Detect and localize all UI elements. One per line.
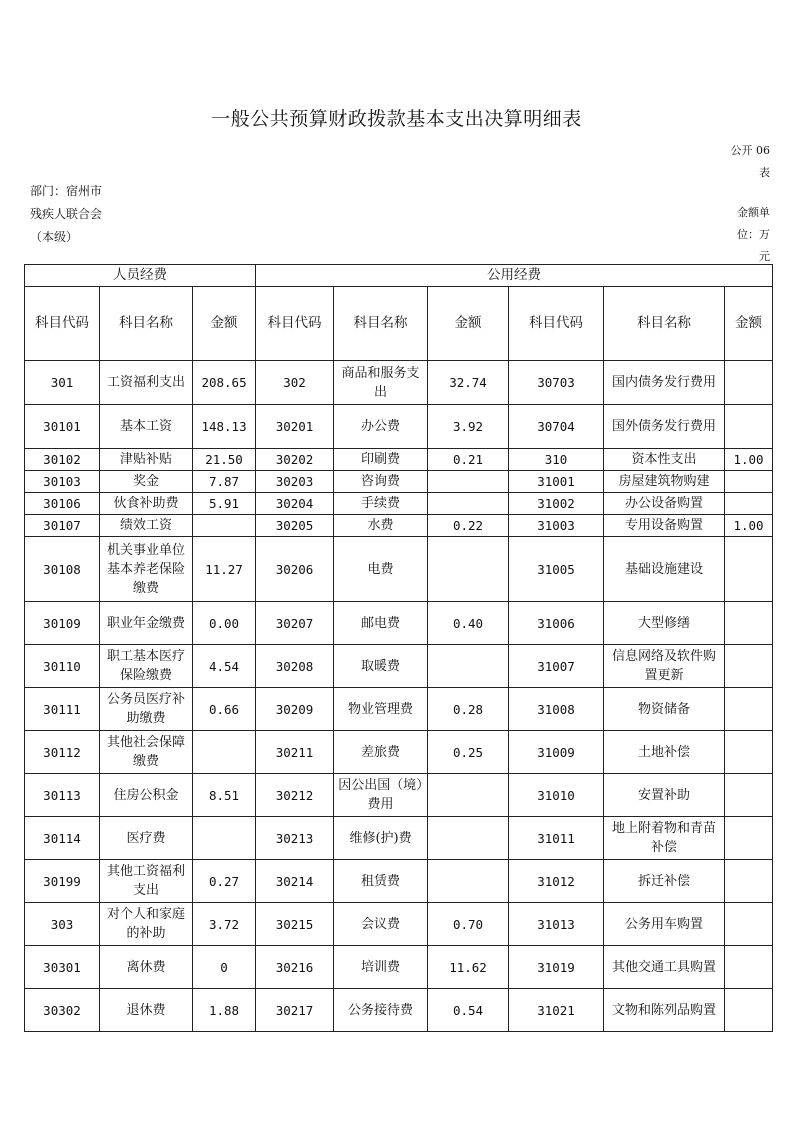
name-cell: 差旅费 (334, 731, 428, 774)
name-cell: 咨询费 (334, 471, 428, 493)
code-cell: 302 (256, 361, 334, 405)
amount-cell (725, 860, 773, 903)
name-cell: 离休费 (100, 946, 193, 989)
amount-cell: 1.88 (193, 989, 256, 1032)
table-row (25, 860, 773, 903)
name-cell: 基础设施建设 (604, 537, 725, 602)
amount-cell (725, 989, 773, 1032)
table-row (25, 989, 773, 1032)
amount-cell: 4.54 (193, 645, 256, 688)
table-row (25, 602, 773, 645)
name-cell: 工资福利支出 (100, 361, 193, 405)
amount-cell (193, 731, 256, 774)
amount-cell: 0.22 (428, 515, 509, 537)
code-cell: 30301 (25, 946, 100, 989)
code-header: 科目代码 (25, 287, 100, 361)
amount-cell: 1.00 (725, 449, 773, 471)
name-cell: 土地补偿 (604, 731, 725, 774)
name-cell: 办公设备购置 (604, 493, 725, 515)
table-row (25, 361, 773, 405)
code-cell: 30112 (25, 731, 100, 774)
name-cell: 基本工资 (100, 405, 193, 449)
code-cell: 30206 (256, 537, 334, 602)
amount-cell: 0 (193, 946, 256, 989)
code-cell: 30217 (256, 989, 334, 1032)
name-cell: 因公出国（境）费用 (334, 774, 428, 817)
amount-cell: 8.51 (193, 774, 256, 817)
name-cell: 对个人和家庭的补助 (100, 903, 193, 946)
code-header: 科目代码 (509, 287, 604, 361)
name-cell: 水费 (334, 515, 428, 537)
name-cell: 印刷费 (334, 449, 428, 471)
amount-cell: 5.91 (193, 493, 256, 515)
code-cell: 30204 (256, 493, 334, 515)
name-cell: 办公费 (334, 405, 428, 449)
name-cell: 奖金 (100, 471, 193, 493)
code-cell: 30114 (25, 817, 100, 860)
name-cell: 文物和陈列品购置 (604, 989, 725, 1032)
code-header: 科目代码 (256, 287, 334, 361)
name-cell: 其他工资福利支出 (100, 860, 193, 903)
group-header-row (25, 265, 773, 287)
code-cell: 30213 (256, 817, 334, 860)
amount-cell: 208.65 (193, 361, 256, 405)
amount-cell: 3.72 (193, 903, 256, 946)
table-row (25, 817, 773, 860)
name-cell: 职工基本医疗保险缴费 (100, 645, 193, 688)
code-cell: 30704 (509, 405, 604, 449)
amount-cell (725, 361, 773, 405)
code-cell: 31007 (509, 645, 604, 688)
amount-cell: 0.40 (428, 602, 509, 645)
table-row (25, 731, 773, 774)
name-cell: 拆迁补偿 (604, 860, 725, 903)
public-group-header: 公用经费 (256, 265, 773, 287)
table-row (25, 645, 773, 688)
name-cell: 手续费 (334, 493, 428, 515)
amount-cell: 0.70 (428, 903, 509, 946)
amount-cell (725, 602, 773, 645)
code-cell: 31005 (509, 537, 604, 602)
code-cell: 30205 (256, 515, 334, 537)
code-cell: 30203 (256, 471, 334, 493)
table-row (25, 493, 773, 515)
code-cell: 31009 (509, 731, 604, 774)
code-cell: 30111 (25, 688, 100, 731)
name-cell: 大型修缮 (604, 602, 725, 645)
name-cell: 专用设备购置 (604, 515, 725, 537)
amount-cell: 0.00 (193, 602, 256, 645)
amount-cell (725, 537, 773, 602)
name-header: 科目名称 (334, 287, 428, 361)
page-title: 一般公共预算财政拨款基本支出决算明细表 (211, 108, 582, 130)
table-row (25, 688, 773, 731)
code-cell: 30302 (25, 989, 100, 1032)
code-cell: 31021 (509, 989, 604, 1032)
code-cell: 30199 (25, 860, 100, 903)
amount-cell (725, 645, 773, 688)
name-cell: 职业年金缴费 (100, 602, 193, 645)
code-cell: 31001 (509, 471, 604, 493)
code-cell: 30215 (256, 903, 334, 946)
amount-cell (725, 946, 773, 989)
name-cell: 住房公积金 (100, 774, 193, 817)
code-cell: 30108 (25, 537, 100, 602)
code-cell: 30211 (256, 731, 334, 774)
name-cell: 租赁费 (334, 860, 428, 903)
amount-cell (725, 493, 773, 515)
amount-cell (725, 817, 773, 860)
amount-cell (725, 405, 773, 449)
name-cell: 维修(护)费 (334, 817, 428, 860)
amount-cell (725, 903, 773, 946)
expenditure-detail-table (24, 264, 773, 1032)
code-cell: 31013 (509, 903, 604, 946)
name-cell: 资本性支出 (604, 449, 725, 471)
name-cell: 邮电费 (334, 602, 428, 645)
amount-cell (428, 493, 509, 515)
amount-cell (428, 645, 509, 688)
code-cell: 30202 (256, 449, 334, 471)
amount-cell: 11.62 (428, 946, 509, 989)
name-cell: 房屋建筑物购建 (604, 471, 725, 493)
amount-cell: 7.87 (193, 471, 256, 493)
name-cell: 机关事业单位基本养老保险缴费 (100, 537, 193, 602)
amount-cell (428, 817, 509, 860)
code-cell: 30106 (25, 493, 100, 515)
table-row (25, 449, 773, 471)
amount-cell (725, 688, 773, 731)
name-cell: 培训费 (334, 946, 428, 989)
table-row (25, 903, 773, 946)
table-row (25, 537, 773, 602)
name-cell: 国内债务发行费用 (604, 361, 725, 405)
code-cell: 31008 (509, 688, 604, 731)
amount-header: 金额 (193, 287, 256, 361)
code-cell: 31002 (509, 493, 604, 515)
code-cell: 30214 (256, 860, 334, 903)
amount-header: 金额 (428, 287, 509, 361)
form-number: 公开 06 表 (730, 144, 770, 179)
amount-cell: 0.66 (193, 688, 256, 731)
name-cell: 公务接待费 (334, 989, 428, 1032)
amount-cell: 0.25 (428, 731, 509, 774)
amount-cell: 11.27 (193, 537, 256, 602)
name-cell: 地上附着物和青苗补偿 (604, 817, 725, 860)
code-cell: 31019 (509, 946, 604, 989)
code-cell: 30113 (25, 774, 100, 817)
name-header: 科目名称 (100, 287, 193, 361)
code-cell: 301 (25, 361, 100, 405)
amount-cell (725, 774, 773, 817)
name-cell: 取暖费 (334, 645, 428, 688)
name-cell: 电费 (334, 537, 428, 602)
code-cell: 303 (25, 903, 100, 946)
name-header: 科目名称 (604, 287, 725, 361)
amount-cell: 3.92 (428, 405, 509, 449)
amount-cell: 21.50 (193, 449, 256, 471)
code-cell: 30216 (256, 946, 334, 989)
name-cell: 津贴补贴 (100, 449, 193, 471)
name-cell: 会议费 (334, 903, 428, 946)
code-cell: 31003 (509, 515, 604, 537)
code-cell: 31011 (509, 817, 604, 860)
name-cell: 伙食补助费 (100, 493, 193, 515)
personnel-group-header: 人员经费 (25, 265, 256, 287)
amount-header: 金额 (725, 287, 773, 361)
code-cell: 30107 (25, 515, 100, 537)
name-cell: 物业管理费 (334, 688, 428, 731)
name-cell: 其他社会保障缴费 (100, 731, 193, 774)
amount-cell (428, 537, 509, 602)
code-cell: 31006 (509, 602, 604, 645)
code-cell: 30201 (256, 405, 334, 449)
amount-cell (193, 817, 256, 860)
code-cell: 30212 (256, 774, 334, 817)
amount-cell: 148.13 (193, 405, 256, 449)
code-cell: 30208 (256, 645, 334, 688)
name-cell: 物资储备 (604, 688, 725, 731)
unit-label: 金额单位：万元 (737, 206, 770, 263)
amount-cell (193, 515, 256, 537)
name-cell: 医疗费 (100, 817, 193, 860)
code-cell: 31012 (509, 860, 604, 903)
name-cell: 公务员医疗补助缴费 (100, 688, 193, 731)
amount-cell: 0.54 (428, 989, 509, 1032)
code-cell: 30101 (25, 405, 100, 449)
name-cell: 公务用车购置 (604, 903, 725, 946)
table-row (25, 405, 773, 449)
amount-cell: 0.27 (193, 860, 256, 903)
amount-cell (428, 471, 509, 493)
amount-cell (428, 774, 509, 817)
code-cell: 30102 (25, 449, 100, 471)
code-cell: 30109 (25, 602, 100, 645)
table-row (25, 515, 773, 537)
department-label: 部门：宿州市残疾人联合会（本级） (30, 184, 103, 244)
name-cell: 商品和服务支出 (334, 361, 428, 405)
code-cell: 30703 (509, 361, 604, 405)
code-cell: 30110 (25, 645, 100, 688)
table-row (25, 774, 773, 817)
name-cell: 退休费 (100, 989, 193, 1032)
code-cell: 310 (509, 449, 604, 471)
code-cell: 30207 (256, 602, 334, 645)
name-cell: 其他交通工具购置 (604, 946, 725, 989)
amount-cell: 32.74 (428, 361, 509, 405)
amount-cell: 1.00 (725, 515, 773, 537)
code-cell: 30103 (25, 471, 100, 493)
table-row (25, 946, 773, 989)
amount-cell (725, 731, 773, 774)
amount-cell (428, 860, 509, 903)
amount-cell (725, 471, 773, 493)
name-cell: 国外债务发行费用 (604, 405, 725, 449)
amount-cell: 0.28 (428, 688, 509, 731)
table-row (25, 471, 773, 493)
code-cell: 31010 (509, 774, 604, 817)
column-header-row (25, 287, 773, 361)
name-cell: 信息网络及软件购置更新 (604, 645, 725, 688)
name-cell: 安置补助 (604, 774, 725, 817)
code-cell: 30209 (256, 688, 334, 731)
amount-cell: 0.21 (428, 449, 509, 471)
name-cell: 绩效工资 (100, 515, 193, 537)
